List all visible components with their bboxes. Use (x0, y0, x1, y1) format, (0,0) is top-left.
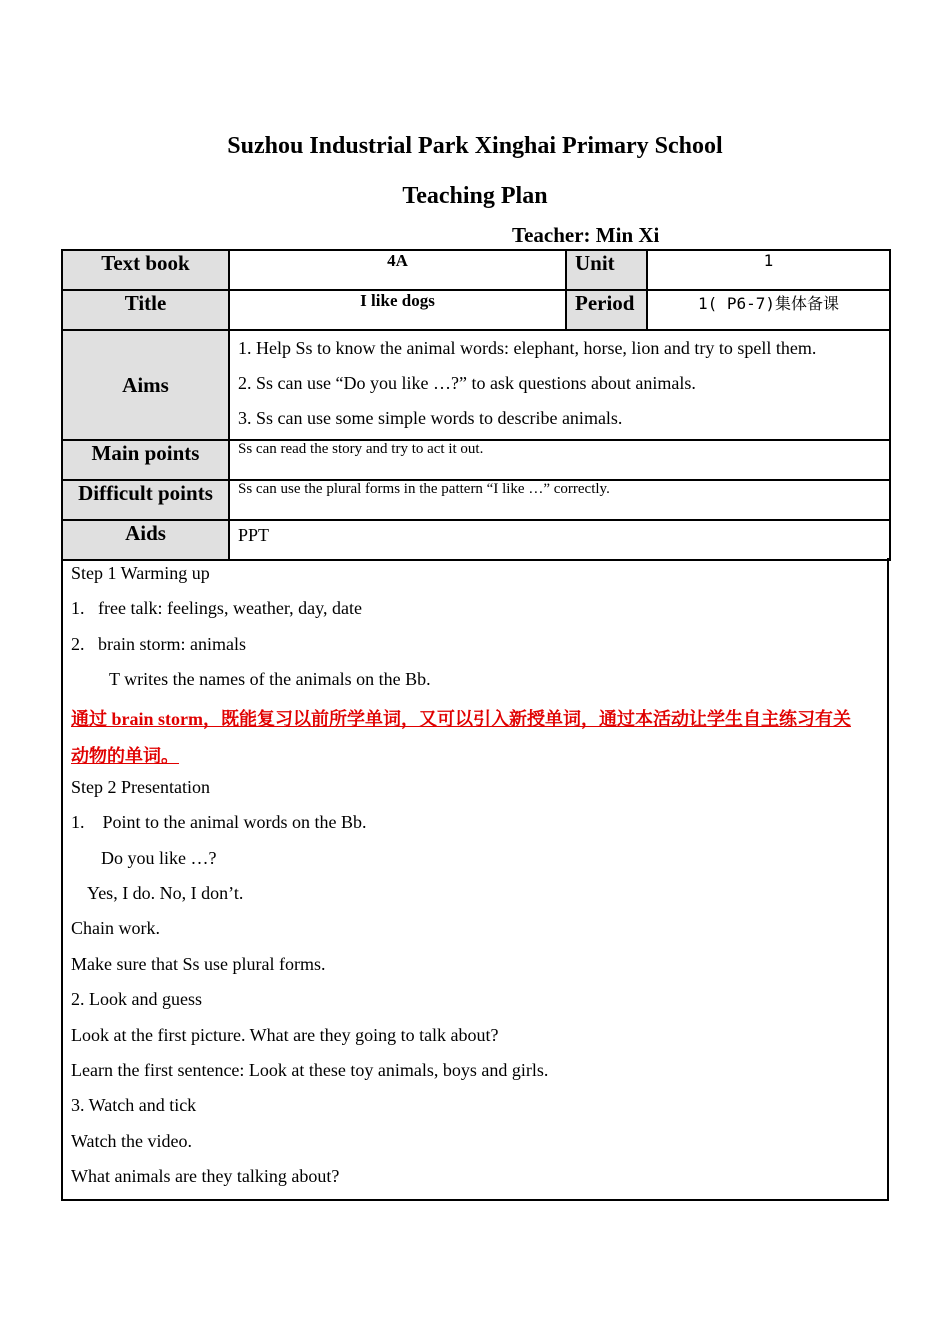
document-title: Teaching Plan (402, 183, 548, 209)
procedure-line: T writes the names of the animals on the Bb. (109, 669, 431, 689)
procedure-line: Chain work. (71, 918, 160, 938)
textbook-value: 4A (229, 250, 566, 290)
aids-value: PPT (229, 520, 890, 560)
procedure-line: Watch the video. (71, 1131, 193, 1151)
procedure-line: Do you like …? (101, 848, 217, 868)
procedure-line: Make sure that Ss use plural forms. (71, 954, 326, 974)
step-heading: Step 1 Warming up (71, 563, 210, 583)
design-note: 通过 brain storm，既能复习以前所学单词，又可以引入新授单词，通过本活动让学生自主练习有关 (71, 709, 851, 729)
period-label: Period (566, 290, 647, 330)
procedure-line: 1. Point to the animal words on the Bb. (71, 812, 367, 832)
procedure-line: Learn the first sentence: Look at these toy animals, boys and girls. (71, 1060, 549, 1080)
period-value: 1( P6-7)集体备课 (647, 290, 890, 330)
unit-label: Unit (566, 250, 647, 290)
aim-item: 2. Ss can use “Do you like …?” to ask questions about animals. (238, 373, 696, 393)
title-label: Title (62, 290, 229, 330)
aim-item: 1. Help Ss to know the animal words: elephant, horse, lion and try to spell them. (238, 338, 817, 358)
step-heading: Step 2 Presentation (71, 777, 210, 797)
teaching-procedure (61, 558, 889, 1201)
aids-label: Aids (62, 520, 229, 560)
aims-label: Aims (62, 330, 229, 440)
teacher-name: Teacher: Min Xi (512, 223, 660, 247)
main-points-value: Ss can read the story and try to act it out. (229, 440, 890, 480)
aim-item: 3. Ss can use some simple words to describe animals. (238, 408, 623, 428)
aims-row (62, 330, 890, 440)
school-name: Suzhou Industrial Park Xinghai Primary School (227, 133, 723, 159)
main-points-label: Main points (62, 440, 229, 480)
unit-value: 1 (647, 250, 890, 290)
procedure-line: Yes, I do. No, I don’t. (87, 883, 244, 903)
main-points-row (62, 440, 890, 480)
textbook-label: Text book (62, 250, 229, 290)
procedure-line: Look at the first picture. What are they going to talk about? (71, 1025, 499, 1045)
procedure-line: What animals are they talking about? (71, 1166, 340, 1186)
aids-row (62, 520, 890, 560)
difficult-points-value: Ss can use the plural forms in the pattern “I like …” correctly. (229, 480, 890, 520)
difficult-points-row (62, 480, 890, 520)
lesson-info-table (61, 249, 891, 561)
textbook-row (62, 250, 890, 290)
design-note: 动物的单词。 (71, 746, 179, 766)
procedure-line: 2. brain storm: animals (71, 634, 246, 654)
procedure-line: 2. Look and guess (71, 989, 202, 1009)
title-value: I like dogs (229, 290, 566, 330)
procedure-line: 1. free talk: feelings, weather, day, date (71, 598, 362, 618)
aims-cell (229, 330, 890, 440)
procedure-line: 3. Watch and tick (71, 1095, 197, 1115)
difficult-points-label: Difficult points (62, 480, 229, 520)
title-row (62, 290, 890, 330)
